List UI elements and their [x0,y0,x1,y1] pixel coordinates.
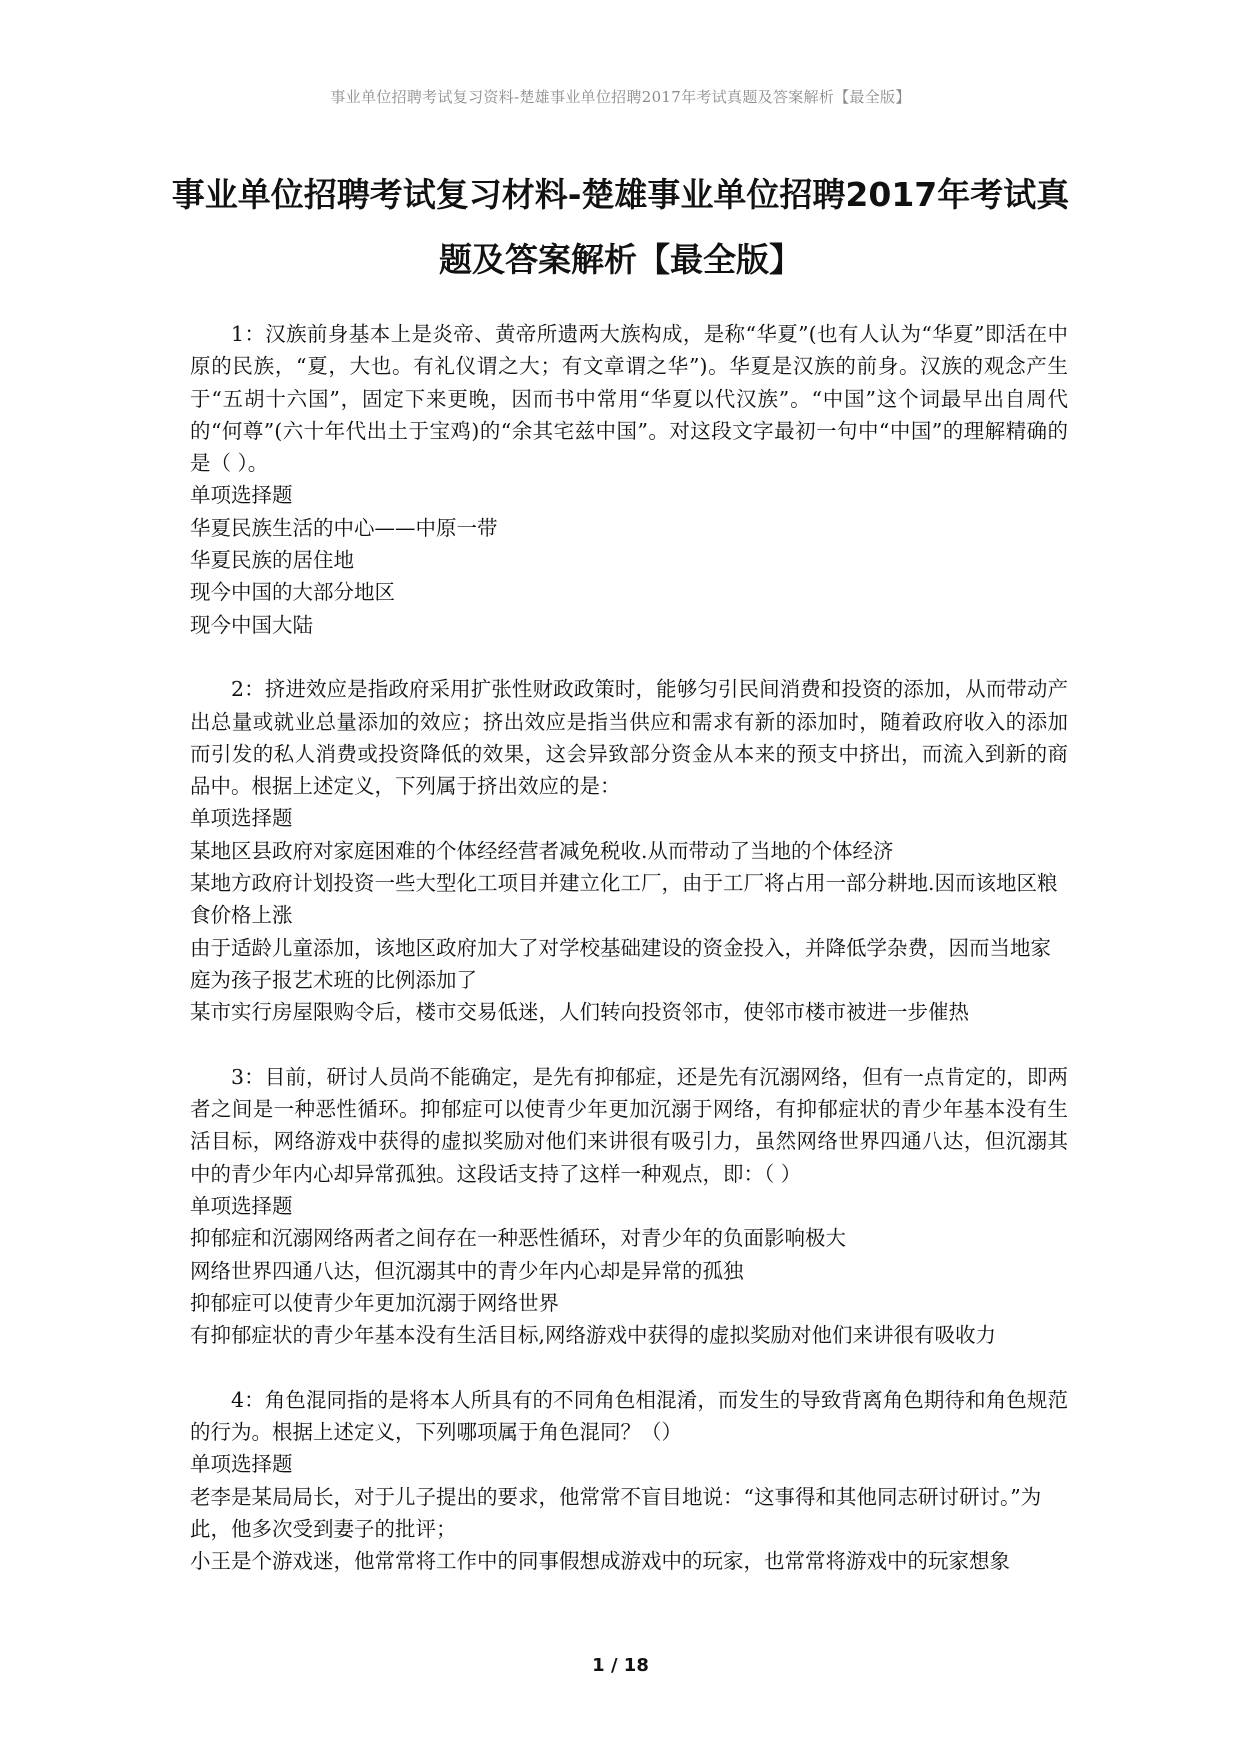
question-stem: 4：角色混同指的是将本人所具有的不同角色相混淆，而发生的导致背离角色期待和角色规范的行为。根据上述定义，下列哪项属于角色混同？（） [190,1387,1068,1445]
question-3 [190,1061,1068,1352]
answer-option: 抑郁症和沉溺网络两者之间存在一种恶性循环，对青少年的负面影响极大 [190,1226,846,1251]
answer-option: 现今中国的大部分地区 [190,580,395,605]
answer-option: 某地区县政府对家庭困难的个体经经营者减免税收.从而带动了当地的个体经济 [190,838,894,863]
question-type-label: 单项选择题 [190,483,293,508]
page-number: 1 / 18 [592,1655,649,1676]
document-body [190,318,1068,1578]
question-stem: 3：目前，研讨人员尚不能确定，是先有抑郁症，还是先有沉溺网络，但有一点肯定的，即两者之间是一种恶性循环。抑郁症可以使青少年更加沉溺于网络，有抑郁症状的青少年基本没有生活目标，网络游戏中获得的虚拟奖励对他们来讲很有吸引力，虽然网络世界四通八达，但沉溺其中的青少年内心却异常孤独。这段话支持了这样一种观点，即：（ ） [190,1064,1068,1186]
running-header: 事业单位招聘考试复习资料-楚雄事业单位招聘2017年考试真题及答案解析【最全版】 [330,88,911,106]
document-title: 事业单位招聘考试复习材料-楚雄事业单位招聘2017年考试真题及答案解析【最全版】 [171,175,1070,279]
question-2 [190,673,1068,1028]
answer-option: 由于适龄儿童添加，该地区政府加大了对学校基础建设的资金投入，并降低学杂费，因而当地家庭为孩子报艺术班的比例添加了 [190,935,1051,992]
answer-option: 华夏民族的居住地 [190,548,354,573]
answer-option: 老李是某局局长，对于儿子提出的要求，他常常不盲目地说：“这事得和其他同志研讨研讨。”为此，他多次受到妻子的批评； [190,1484,1042,1541]
answer-option: 某地方政府计划投资一些大型化工项目并建立化工厂，由于工厂将占用一部分耕地.因而该地区粮食价格上涨 [190,871,1058,928]
answer-option: 有抑郁症状的青少年基本没有生活目标,网络游戏中获得的虚拟奖励对他们来讲很有吸收力 [190,1323,997,1348]
answer-option: 小王是个游戏迷，他常常将工作中的同事假想成游戏中的玩家，也常常将游戏中的玩家想象 [190,1549,1010,1574]
question-type-label: 单项选择题 [190,806,293,831]
answer-option: 网络世界四通八达，但沉溺其中的青少年内心却是异常的孤独 [190,1258,744,1283]
question-stem: 2：挤进效应是指政府采用扩张性财政政策时，能够匀引民间消费和投资的添加，从而带动产出总量或就业总量添加的效应；挤出效应是指当供应和需求有新的添加时，随着政府收入的添加而引发的私人消费或投资降低的效果，这会异致部分资金从本来的预支中挤出，而流入到新的商品中。根据上述定义，下列属于挤出效应的是： [190,677,1068,799]
answer-option: 现今中国大陆 [190,612,313,637]
answer-option: 某市实行房屋限购令后，楼市交易低迷，人们转向投资邻市，使邻市楼市被进一步催热 [190,1000,969,1025]
question-type-label: 单项选择题 [190,1194,293,1219]
question-stem: 1：汉族前身基本上是炎帝、黄帝所遗两大族构成，是称“华夏”(也有人认为“华夏”即活在中原的民族，“夏，大也。有礼仪谓之大；有文章谓之华”)。华夏是汉族的前身。汉族的观念产生于“五胡十六国”，固定下来更晚，因而书中常用“华夏以代汉族”。“中国”这个词最早出自周代的“何尊”(六十年代出土于宝鸡)的“余其宅兹中国”。对这段文字最初一句中“中国”的理解精确的是（ ）。 [190,322,1068,476]
question-type-label: 单项选择题 [190,1452,293,1477]
answer-option: 抑郁症可以使青少年更加沉溺于网络世界 [190,1290,559,1315]
question-1 [190,318,1068,641]
question-4 [190,1384,1068,1578]
answer-option: 华夏民族生活的中心——中原一带 [190,515,498,540]
